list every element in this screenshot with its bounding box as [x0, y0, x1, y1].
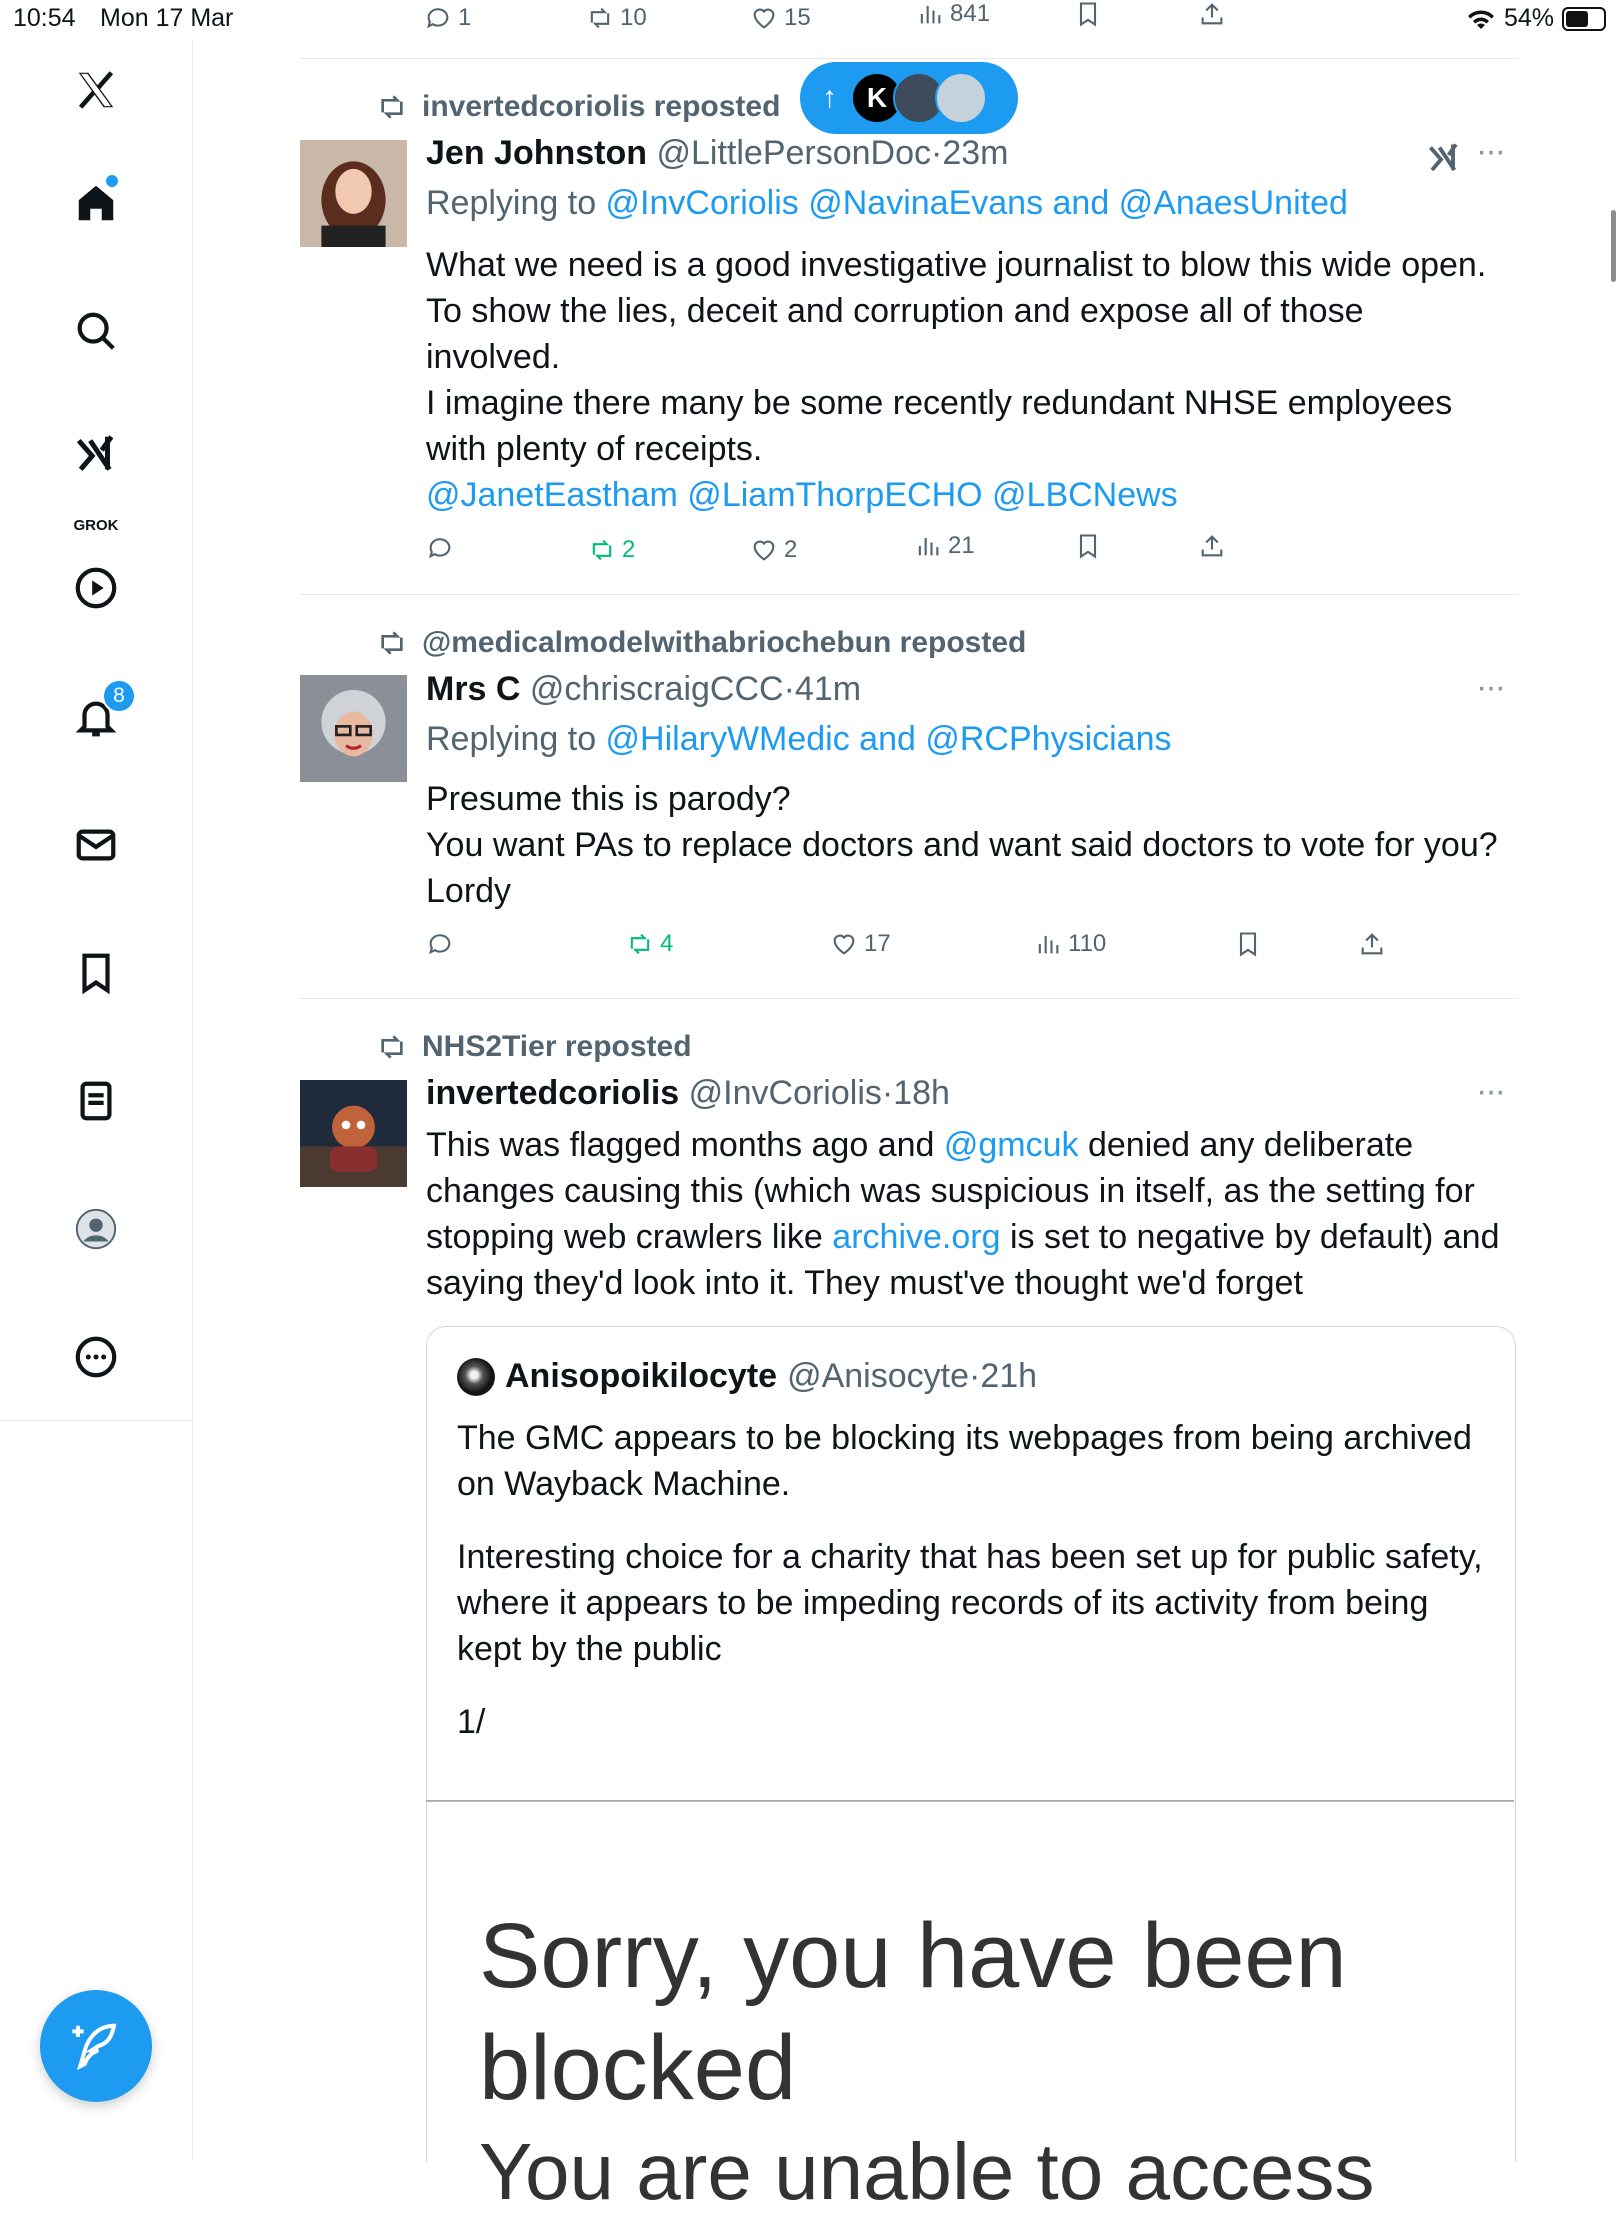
- views-count: 841: [950, 0, 991, 27]
- avatar-image-icon: [300, 675, 407, 782]
- reply-icon: [426, 930, 454, 958]
- x-logo-icon: [73, 67, 119, 113]
- bookmark-icon: [1074, 0, 1102, 28]
- more-circle-icon: [73, 1334, 119, 1380]
- share-icon: [1198, 0, 1226, 28]
- repost-button[interactable]: [626, 930, 673, 958]
- heart-icon: [750, 536, 778, 564]
- notifications-badge: 8: [102, 679, 136, 713]
- nav-grok[interactable]: [70, 428, 122, 480]
- author-name[interactable]: invertedcoriolis: [426, 1074, 680, 1112]
- tweet-line: I imagine there many be some recently redundant NHSE employees: [426, 384, 1453, 422]
- quote-paragraph: The GMC appears to be blocking its webpages from being archived on Wayback Machine.: [457, 1419, 1472, 1503]
- tweet-text-part: This was flagged months ago and: [426, 1126, 944, 1164]
- more-options-icon[interactable]: ···: [1476, 1072, 1504, 1110]
- grok-icon: [73, 431, 119, 477]
- post-time[interactable]: 18h: [893, 1074, 950, 1112]
- search-icon: [73, 308, 119, 354]
- top-action-row: [300, 0, 1300, 40]
- quote-author-name[interactable]: Anisopoikilocyte: [505, 1357, 778, 1395]
- quote-author-handle[interactable]: @Anisocyte: [787, 1357, 969, 1395]
- share-button[interactable]: [1198, 532, 1226, 560]
- replying-to-links[interactable]: @InvCoriolis @NavinaEvans and @AnaesUnited: [605, 184, 1348, 222]
- quote-time: 21h: [980, 1357, 1038, 1395]
- repost-icon: [376, 627, 408, 659]
- repost-icon: [588, 536, 616, 564]
- quote-avatar[interactable]: [457, 1358, 495, 1396]
- tweet-text: [426, 776, 1506, 914]
- nav-bookmarks[interactable]: [70, 947, 122, 999]
- bookmark-button[interactable]: [1074, 0, 1102, 28]
- tweet-line: involved.: [426, 338, 561, 376]
- wifi-icon: [1466, 7, 1496, 31]
- quote-header-meta: [787, 1357, 1037, 1396]
- tweet-line: Lordy: [426, 872, 512, 910]
- repost-icon: [376, 91, 408, 123]
- reply-icon: [426, 534, 454, 562]
- bookmark-icon: [1234, 930, 1262, 958]
- repost-count: 10: [620, 4, 647, 31]
- repost-attribution: [376, 626, 1026, 660]
- bookmark-button[interactable]: [1074, 532, 1102, 560]
- tweet-header: [426, 1074, 950, 1113]
- nav-video[interactable]: [70, 562, 122, 614]
- post-time[interactable]: 23m: [942, 134, 1009, 172]
- repost-by: @medicalmodelwithabriochebun reposted: [422, 626, 1027, 659]
- status-time: 10:54: [13, 4, 76, 32]
- nav-more[interactable]: [70, 1331, 122, 1383]
- nav-lists[interactable]: [70, 1075, 122, 1127]
- bookmark-icon: [1074, 532, 1102, 560]
- compose-feather-icon: [69, 2019, 123, 2073]
- views-icon: [914, 532, 942, 560]
- avatar-image-icon: [300, 1080, 407, 1187]
- views-icon: [916, 0, 944, 28]
- repost-icon: [376, 1031, 408, 1063]
- like-count: 2: [784, 536, 798, 563]
- archive-link[interactable]: archive.org: [832, 1218, 1001, 1256]
- tweet-text-part: denied any deliberate changes causing this (which was suspicious in itself, as the setting for stopping web crawlers like: [426, 1126, 1475, 1256]
- nav-search[interactable]: [70, 305, 122, 357]
- separator-dot: ·: [931, 134, 943, 172]
- tweet-mentions[interactable]: @JanetEastham @LiamThorpECHO @LBCNews: [426, 476, 1178, 514]
- tweet-divider: [300, 58, 1518, 59]
- reply-button[interactable]: [426, 534, 454, 562]
- bookmark-button[interactable]: [1234, 930, 1262, 958]
- author-name[interactable]: Jen Johnston: [426, 134, 648, 172]
- repost-by: NHS2Tier reposted: [422, 1030, 692, 1063]
- author-handle[interactable]: @chriscraigCCC: [529, 670, 784, 708]
- tweet-divider: [300, 594, 1518, 595]
- scrollbar[interactable]: [1611, 210, 1616, 282]
- avatar-image-icon: [300, 140, 407, 247]
- blocked-subtitle: You are unable to access: [479, 2127, 1375, 2216]
- replying-prefix: Replying to: [426, 184, 606, 222]
- battery-percent: 54%: [1503, 4, 1554, 32]
- replying-to-links[interactable]: @HilaryWMedic and @RCPhysicians: [605, 720, 1172, 758]
- quote-text: [457, 1415, 1487, 1772]
- reply-button[interactable]: [426, 930, 454, 958]
- link-preview-image[interactable]: [426, 1802, 1516, 2216]
- more-options-icon[interactable]: ···: [1476, 132, 1504, 170]
- views-icon: [1034, 930, 1062, 958]
- reply-count: 1: [458, 4, 472, 31]
- tweet-line: with plenty of receipts.: [426, 430, 763, 468]
- grok-icon[interactable]: [1426, 140, 1462, 176]
- avatar[interactable]: [300, 140, 407, 247]
- status-right: [1466, 4, 1606, 33]
- bookmark-icon: [73, 950, 119, 996]
- author-name[interactable]: Mrs C: [426, 670, 521, 708]
- sidebar-border: [192, 1420, 193, 2160]
- separator-dot: ·: [783, 670, 795, 708]
- mail-icon: [73, 822, 119, 868]
- mention-link[interactable]: @gmcuk: [943, 1126, 1079, 1164]
- tweet-text-part: is set to negative by default) and saying they'd look into it. They must've thought we'd forget: [426, 1218, 1500, 1302]
- reply-button[interactable]: [424, 4, 471, 32]
- author-handle[interactable]: @LittlePersonDoc: [656, 134, 932, 172]
- tweet-action-row: [426, 534, 1426, 574]
- like-button[interactable]: [750, 536, 797, 564]
- like-button[interactable]: [750, 4, 811, 32]
- more-options-icon[interactable]: ···: [1476, 668, 1504, 706]
- tweet-divider: [300, 998, 1518, 999]
- repost-icon: [626, 930, 654, 958]
- share-icon: [1358, 930, 1386, 958]
- like-count: 15: [784, 4, 811, 31]
- views-button[interactable]: [914, 532, 975, 560]
- nav-profile[interactable]: [70, 1203, 122, 1255]
- repost-button[interactable]: [586, 4, 647, 32]
- tweet-text: [426, 242, 1506, 518]
- reply-icon: [424, 4, 452, 32]
- share-icon: [1198, 532, 1226, 560]
- sidebar: [0, 40, 193, 1420]
- like-count: 17: [864, 930, 891, 957]
- tweet-line: What we need is a good investigative journalist to blow this wide open.: [426, 246, 1487, 284]
- arrow-up-icon: ↑: [822, 81, 837, 114]
- repost-icon: [586, 4, 614, 32]
- quoted-tweet[interactable]: [426, 1326, 1516, 1803]
- replying-to: [426, 720, 1172, 759]
- share-button[interactable]: [1358, 930, 1386, 958]
- quote-paragraph: 1/: [457, 1703, 486, 1741]
- tweet-action-row: [426, 930, 1426, 970]
- battery-icon: [1562, 7, 1606, 31]
- lists-icon: [73, 1078, 119, 1124]
- avatar[interactable]: [300, 675, 407, 782]
- tweet-text: [426, 1122, 1506, 1306]
- quote-header: [457, 1357, 1037, 1396]
- pill-avatar: [935, 72, 987, 124]
- x-logo-button[interactable]: [70, 64, 122, 116]
- blocked-title: Sorry, you have been blocked: [479, 1905, 1347, 2119]
- replying-prefix: Replying to: [426, 720, 606, 758]
- grok-label: GROK: [73, 517, 119, 534]
- views-count: 21: [948, 532, 975, 559]
- pill-avatar: K: [851, 72, 903, 124]
- new-posts-pill[interactable]: [800, 62, 1018, 134]
- replying-to: [426, 184, 1348, 223]
- author-handle[interactable]: @InvCoriolis: [688, 1074, 882, 1112]
- views-button[interactable]: [916, 0, 990, 28]
- tweet-line: Presume this is parody?: [426, 780, 791, 818]
- nav-notifications[interactable]: [70, 684, 125, 743]
- repost-attribution: [376, 90, 780, 124]
- views-count: 110: [1068, 930, 1107, 957]
- quote-paragraph: Interesting choice for a charity that has been set up for public safety, where it appears to be impeding records of its activity from being kept by the public: [457, 1538, 1483, 1668]
- views-button[interactable]: [1034, 930, 1106, 958]
- home-new-dot: [106, 175, 118, 187]
- post-time[interactable]: 41m: [794, 670, 862, 708]
- separator-dot: ·: [881, 1074, 894, 1112]
- sidebar-divider: [0, 1420, 192, 1421]
- tweet-header: [426, 134, 1008, 173]
- share-button[interactable]: [1198, 0, 1226, 28]
- repost-button[interactable]: [588, 536, 635, 564]
- separator-dot: ·: [968, 1357, 981, 1395]
- repost-attribution: [376, 1030, 692, 1064]
- like-button[interactable]: [830, 930, 891, 958]
- tweet-line: You want PAs to replace doctors and want said doctors to vote for you?: [426, 826, 1498, 864]
- nav-home[interactable]: [70, 177, 122, 229]
- compose-post-button[interactable]: [40, 1990, 152, 2102]
- repost-count: 4: [660, 930, 674, 957]
- avatar[interactable]: [300, 1080, 407, 1187]
- repost-count: 2: [622, 536, 636, 563]
- tweet-header: [426, 670, 861, 709]
- heart-icon: [830, 930, 858, 958]
- profile-icon: [73, 1206, 119, 1252]
- status-date: Mon 17 Mar: [100, 4, 234, 32]
- play-icon: [73, 565, 119, 611]
- tweet-line: To show the lies, deceit and corruption and expose all of those: [426, 292, 1364, 330]
- nav-messages[interactable]: [70, 819, 122, 871]
- heart-icon: [750, 4, 778, 32]
- repost-by: invertedcoriolis reposted: [422, 90, 781, 123]
